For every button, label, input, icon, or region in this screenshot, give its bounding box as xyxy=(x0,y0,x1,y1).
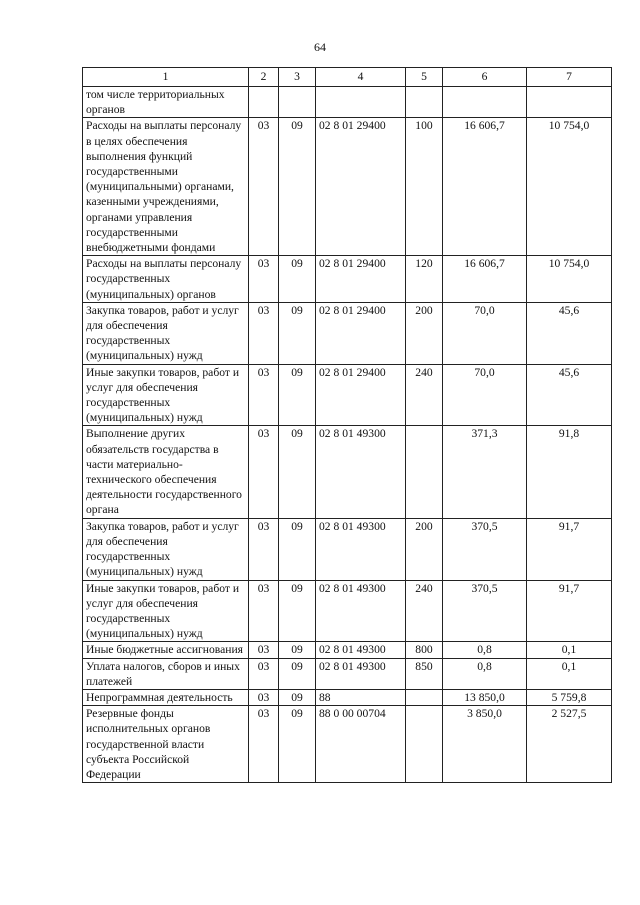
row-name: Расходы на выплаты персоналу государственных (муниципальных) органов xyxy=(83,256,249,303)
row-name: том числе территориальных органов xyxy=(83,87,249,118)
row-amount-plan: 0,8 xyxy=(443,642,527,658)
row-target-article: 02 8 01 49300 xyxy=(316,426,406,518)
column-header: 1 xyxy=(83,68,249,87)
row-name: Уплата налогов, сборов и иных платежей xyxy=(83,658,249,689)
table-row xyxy=(83,518,612,580)
row-expense-type xyxy=(406,706,443,783)
row-subsection-code: 09 xyxy=(279,658,316,689)
column-header: 7 xyxy=(527,68,612,87)
row-amount-plan: 370,5 xyxy=(443,518,527,580)
page-number: 64 xyxy=(314,40,326,54)
row-expense-type: 850 xyxy=(406,658,443,689)
row-subsection-code: 09 xyxy=(279,256,316,303)
row-name: Закупка товаров, работ и услуг для обеспечения государственных (муниципальных) нужд xyxy=(83,302,249,364)
row-amount-actual: 0,1 xyxy=(527,642,612,658)
column-header: 6 xyxy=(443,68,527,87)
budget-table xyxy=(82,67,612,783)
row-amount-plan: 16 606,7 xyxy=(443,118,527,256)
row-name: Резервные фонды исполнительных органов государственной власти субъекта Российской Федерации xyxy=(83,706,249,783)
row-name: Иные бюджетные ассигнования xyxy=(83,642,249,658)
row-name: Закупка товаров, работ и услуг для обеспечения государственных (муниципальных) нужд xyxy=(83,518,249,580)
row-section-code: 03 xyxy=(249,706,279,783)
row-section-code: 03 xyxy=(249,302,279,364)
table-row xyxy=(83,302,612,364)
row-subsection-code: 09 xyxy=(279,364,316,426)
column-header: 4 xyxy=(316,68,406,87)
row-subsection-code: 09 xyxy=(279,642,316,658)
row-expense-type: 240 xyxy=(406,364,443,426)
row-section-code: 03 xyxy=(249,689,279,705)
table-row xyxy=(83,658,612,689)
row-section-code xyxy=(249,87,279,118)
row-target-article: 02 8 01 29400 xyxy=(316,118,406,256)
row-amount-plan: 371,3 xyxy=(443,426,527,518)
row-expense-type: 240 xyxy=(406,580,443,642)
row-name: Расходы на выплаты персоналу в целях обеспечения выполнения функций государственными (муниципальными) органами, казенными учреждениями, органами управления государственными внебюджетными фондами xyxy=(83,118,249,256)
row-target-article: 02 8 01 29400 xyxy=(316,302,406,364)
row-section-code: 03 xyxy=(249,658,279,689)
row-subsection-code: 09 xyxy=(279,302,316,364)
row-target-article: 02 8 01 49300 xyxy=(316,642,406,658)
row-section-code: 03 xyxy=(249,518,279,580)
row-subsection-code xyxy=(279,87,316,118)
table-row xyxy=(83,706,612,783)
row-section-code: 03 xyxy=(249,426,279,518)
row-subsection-code: 09 xyxy=(279,118,316,256)
row-amount-actual: 91,7 xyxy=(527,518,612,580)
row-name: Непрограммная деятельность xyxy=(83,689,249,705)
header-row xyxy=(83,68,612,87)
row-name: Выполнение других обязательств государства в части материально-технического обеспечения деятельности государственного органа xyxy=(83,426,249,518)
row-target-article: 88 0 00 00704 xyxy=(316,706,406,783)
column-header: 3 xyxy=(279,68,316,87)
row-expense-type xyxy=(406,689,443,705)
row-expense-type: 800 xyxy=(406,642,443,658)
table-row xyxy=(83,689,612,705)
row-amount-actual: 91,8 xyxy=(527,426,612,518)
row-amount-plan: 16 606,7 xyxy=(443,256,527,303)
row-amount-actual: 91,7 xyxy=(527,580,612,642)
row-expense-type: 200 xyxy=(406,302,443,364)
row-amount-actual: 0,1 xyxy=(527,658,612,689)
row-subsection-code: 09 xyxy=(279,518,316,580)
row-section-code: 03 xyxy=(249,580,279,642)
row-subsection-code: 09 xyxy=(279,706,316,783)
column-header: 2 xyxy=(249,68,279,87)
row-target-article: 02 8 01 29400 xyxy=(316,364,406,426)
row-section-code: 03 xyxy=(249,256,279,303)
row-amount-actual: 10 754,0 xyxy=(527,118,612,256)
row-subsection-code: 09 xyxy=(279,580,316,642)
table-row xyxy=(83,580,612,642)
row-amount-plan xyxy=(443,87,527,118)
table-row xyxy=(83,256,612,303)
table-body xyxy=(83,87,612,783)
row-amount-actual: 2 527,5 xyxy=(527,706,612,783)
row-name: Иные закупки товаров, работ и услуг для обеспечения государственных (муниципальных) нужд xyxy=(83,580,249,642)
row-amount-plan: 3 850,0 xyxy=(443,706,527,783)
row-amount-plan: 0,8 xyxy=(443,658,527,689)
column-header: 5 xyxy=(406,68,443,87)
row-target-article: 02 8 01 49300 xyxy=(316,518,406,580)
row-amount-actual: 5 759,8 xyxy=(527,689,612,705)
row-section-code: 03 xyxy=(249,642,279,658)
table-row xyxy=(83,364,612,426)
row-expense-type: 100 xyxy=(406,118,443,256)
row-amount-actual: 10 754,0 xyxy=(527,256,612,303)
row-subsection-code: 09 xyxy=(279,689,316,705)
row-name: Иные закупки товаров, работ и услуг для обеспечения государственных (муниципальных) нужд xyxy=(83,364,249,426)
row-expense-type: 120 xyxy=(406,256,443,303)
row-target-article: 02 8 01 29400 xyxy=(316,256,406,303)
table-row xyxy=(83,118,612,256)
row-amount-plan: 70,0 xyxy=(443,302,527,364)
row-amount-plan: 13 850,0 xyxy=(443,689,527,705)
row-amount-plan: 370,5 xyxy=(443,580,527,642)
table-row xyxy=(83,642,612,658)
row-section-code: 03 xyxy=(249,364,279,426)
row-target-article: 02 8 01 49300 xyxy=(316,658,406,689)
row-target-article: 02 8 01 49300 xyxy=(316,580,406,642)
row-amount-plan: 70,0 xyxy=(443,364,527,426)
row-target-article: 88 xyxy=(316,689,406,705)
row-target-article xyxy=(316,87,406,118)
row-expense-type: 200 xyxy=(406,518,443,580)
row-expense-type xyxy=(406,426,443,518)
row-amount-actual: 45,6 xyxy=(527,302,612,364)
row-section-code: 03 xyxy=(249,118,279,256)
table-row xyxy=(83,87,612,118)
row-amount-actual: 45,6 xyxy=(527,364,612,426)
row-subsection-code: 09 xyxy=(279,426,316,518)
row-amount-actual xyxy=(527,87,612,118)
row-expense-type xyxy=(406,87,443,118)
table-row xyxy=(83,426,612,518)
